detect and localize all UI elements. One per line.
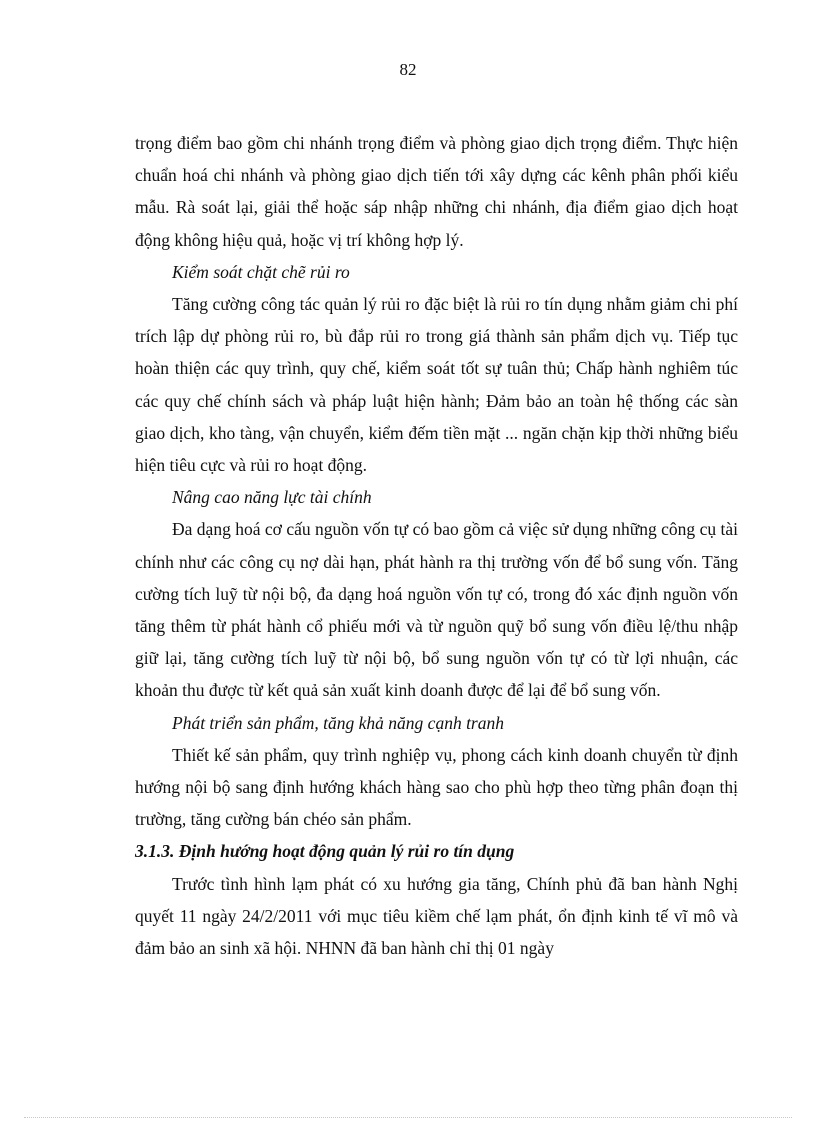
body-paragraph: Trước tình hình lạm phát có xu hướng gia tăng, Chính phủ đã ban hành Nghị quyết 11 ngày 24/2/2011 với mục tiêu kiềm chế lạm phát, ổn định kinh tế vĩ mô và đảm bảo an sinh xã hội. NHNN đã ban hành chỉ thị 01 ngày: [135, 873, 738, 959]
section-heading: 3.1.3. Định hướng hoạt động quản lý rủi ro tín dụng: [135, 841, 515, 862]
subheading-financial-capacity: Nâng cao năng lực tài chính: [172, 487, 372, 508]
subheading-product-development: Phát triển sản phẩm, tăng khả năng cạnh tranh: [172, 712, 504, 733]
body-paragraph: Đa dạng hoá cơ cấu nguồn vốn tự có bao gồm cả việc sử dụng những công cụ tài chính như các công cụ nợ dài hạn, phát hành ra thị trường vốn để bổ sung vốn. Tăng cường tích luỹ từ nội bộ, đa dạng hoá nguồn vốn tự có, trong đó xác định nguồn vốn tăng thêm từ phát hành cổ phiếu mới và từ nguồn quỹ bổ sung vốn điều lệ/thu nhập giữ lại, tăng cường tích luỹ từ nội bộ, bổ sung nguồn vốn tự có từ lợi nhuận, các khoản thu được từ kết quả sản xuất kinh doanh được để lại để bổ sung vốn.: [135, 519, 738, 701]
subheading-risk-control: Kiểm soát chặt chẽ rủi ro: [172, 261, 350, 282]
document-body: [135, 127, 738, 964]
page-number: 82: [399, 60, 417, 79]
body-paragraph: Tăng cường công tác quản lý rủi ro đặc biệt là rủi ro tín dụng nhằm giảm chi phí trích lập dự phòng rủi ro, bù đắp rủi ro trong giá thành sản phẩm dịch vụ. Tiếp tục hoàn thiện các quy trình, quy chế, kiểm soát tốt sự tuân thủ; Chấp hành nghiêm túc các quy chế chính sách và pháp luật hiện hành; Đảm bảo an toàn hệ thống các sàn giao dịch, kho tàng, vận chuyển, kiểm đếm tiền mặt ... ngăn chặn kịp thời những biểu hiện tiêu cực và rủi ro hoạt động.: [135, 294, 738, 476]
footer-divider: [24, 1117, 792, 1118]
body-paragraph: trọng điểm bao gồm chi nhánh trọng điểm và phòng giao dịch trọng điểm. Thực hiện chuẩn hoá chi nhánh và phòng giao dịch tiến tới xây dựng các kênh phân phối kiểu mẫu. Rà soát lại, giải thể hoặc sáp nhập những chi nhánh, địa điểm giao dịch hoạt động không hiệu quả, hoặc vị trí không hợp lý.: [135, 133, 738, 250]
body-paragraph: Thiết kế sản phẩm, quy trình nghiệp vụ, phong cách kinh doanh chuyển từ định hướng nội bộ sang định hướng khách hàng sao cho phù hợp theo từng phân đoạn thị trường, tăng cường bán chéo sản phẩm.: [135, 744, 738, 830]
